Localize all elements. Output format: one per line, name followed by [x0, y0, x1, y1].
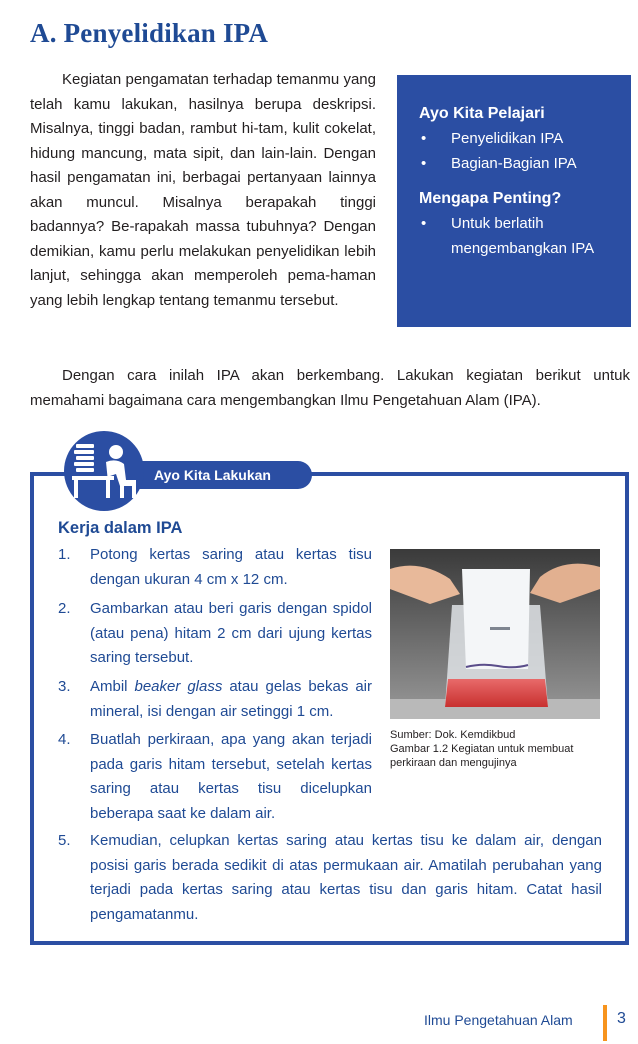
- step-text: Kemudian, celupkan kertas saring atau kertas tisu ke dalam air, dengan posisi garis berada sedikit di atas permukaan air. Amatilah perubahan yang terjadi pada kertas saring atau kertas tisu dan garis hitam. Catat hasil pengamatanmu.: [90, 832, 602, 923]
- footer-book-title: Ilmu Pengetahuan Alam: [424, 1012, 573, 1028]
- activity-label: Ayo Kita Lakukan: [154, 467, 271, 483]
- page-number: 3: [617, 1010, 626, 1027]
- objective-item: [419, 127, 615, 152]
- bullet-icon: •: [421, 154, 427, 172]
- importance-text: Untuk berlatih mengembangkan IPA: [451, 215, 595, 257]
- importance-item: [419, 212, 615, 261]
- figure-caption-text: Gambar 1.2 Kegiatan untuk membuat perkiraan dan mengujinya: [390, 743, 574, 769]
- experiment-photo: [390, 549, 600, 719]
- objective-text: Bagian-Bagian IPA: [451, 154, 577, 172]
- step-text: Gambarkan atau beri garis dengan spidol (atau pena) hitam 2 cm dari ujung kertas saring tersebut.: [90, 600, 372, 666]
- step-number: 3.: [58, 678, 71, 695]
- step-number: 1.: [58, 546, 71, 563]
- step-text: Potong kertas saring atau kertas tisu dengan ukuran 4 cm x 12 cm.: [90, 546, 372, 588]
- bullet-icon: •: [421, 130, 427, 147]
- step-text-part: atau gelas bekas air mineral, isi dengan air setinggi 1 cm.: [90, 678, 372, 720]
- figure-caption: [390, 728, 610, 770]
- objectives-list: [419, 127, 615, 176]
- objective-item: [419, 152, 615, 177]
- step-text: Buatlah perkiraan, apa yang akan terjadi pada garis hitam tersebut, setelah kertas saring atau kertas tisu dicelupkan beberapa saat ke dalam air.: [90, 731, 372, 822]
- bullet-icon: •: [421, 215, 427, 232]
- step-text-part: Ambil: [90, 678, 135, 695]
- step-text: [90, 675, 372, 724]
- section-title: A. Penyelidikan IPA: [30, 18, 269, 48]
- step-number: 5.: [58, 832, 71, 849]
- student-at-desk-icon: [66, 438, 142, 504]
- learning-objectives-box: [397, 75, 631, 327]
- importance-list: [419, 212, 615, 261]
- activity-title: Kerja dalam IPA: [58, 519, 183, 537]
- figure-source: Sumber: Dok. Kemdikbud: [390, 729, 516, 741]
- step-number: 4.: [58, 731, 71, 748]
- intro-paragraph: Kegiatan pengamatan terhadap temanmu yang telah kamu lakukan, hasilnya berupa deskripsi. Misalnya, tinggi badan, rambut hi-tam, kulit cokelat, hidung mancung, mata sipit, dan lain-lain. Dengan hasil pengamatan ini, berbagai pertanyaan lainnya akan muncul. Misalnya berapakah tinggi badannya? Be-rapakah massa tubuhnya? Dengan demikian, kamu perlu melakukan penyelidikan lebih lanjut, sehingga akan memperoleh pema-haman yang lebih lengkap tentang temanmu tersebut.: [30, 71, 376, 309]
- objective-text: Penyelidikan IPA: [451, 130, 564, 147]
- step-number: 2.: [58, 600, 71, 617]
- footer-divider: [603, 1005, 607, 1041]
- bridge-paragraph: Dengan cara inilah IPA akan berkembang. Lakukan kegiatan berikut untuk memahami bagaimana cara mengembangkan Ilmu Pengetahuan Alam (IPA).: [30, 367, 630, 409]
- step-text-italic: beaker glass: [134, 678, 223, 695]
- importance-heading: Mengapa Penting?: [419, 190, 562, 207]
- objectives-heading: Ayo Kita Pelajari: [419, 105, 545, 122]
